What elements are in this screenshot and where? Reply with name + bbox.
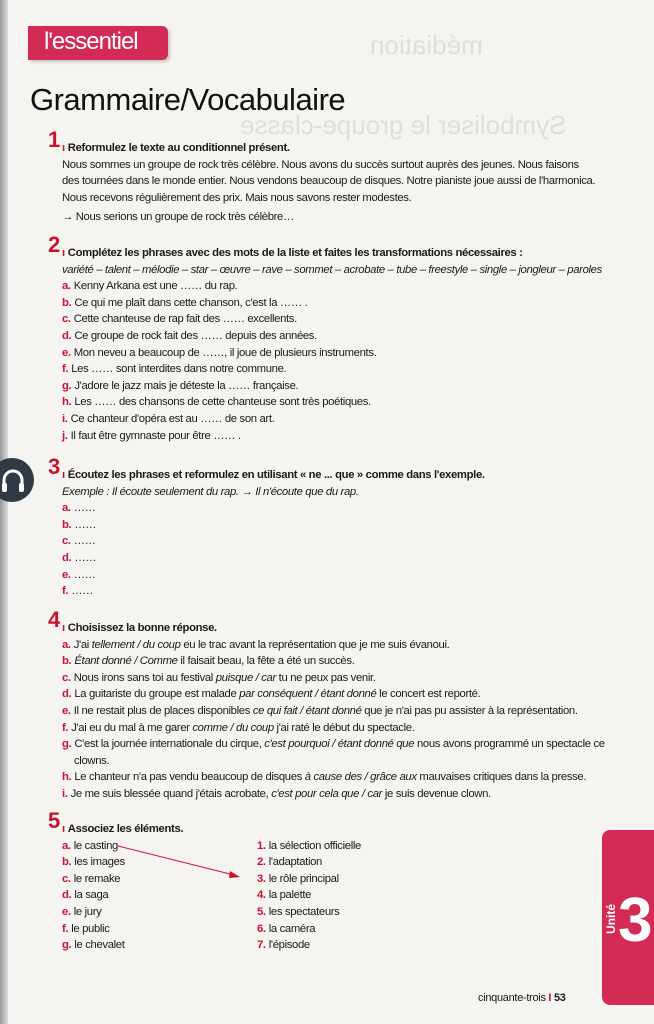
choice-options: c'est pour cela que / car: [271, 787, 383, 800]
item-text: les spectateurs: [268, 905, 340, 918]
item-text: ……: [73, 535, 96, 548]
item-letter: a.: [62, 280, 71, 293]
item-text: Cette chanteuse de rap fait des …… excellents.: [73, 313, 297, 326]
item-letter: b.: [62, 655, 72, 668]
item-letter: 1.: [257, 839, 266, 852]
exercise-text: Nous sommes un groupe de rock très célèbre. Nous avons du succès surtout auprès des jeunes. Nous faisons des tournées dans le monde entier. Nous vendons beaucoup de disques. Notre pianiste joue aussi de l'harmonica. Nous recevons régulièrement des prix. Mais nous savons rester modestes. → Nous serions un groupe de rock très célèbre…: [62, 157, 608, 226]
item-text: J'ai: [73, 638, 92, 651]
item-text: Il ne restait plus de places disponibles: [73, 704, 253, 717]
item-letter: d.: [62, 329, 72, 342]
item-letter: d.: [62, 889, 72, 902]
item-letter: h.: [62, 396, 72, 409]
item-text: les images: [74, 856, 125, 869]
item-text: il faisait beau, la fête a été un succès.: [177, 655, 355, 668]
item-letter: a.: [62, 839, 71, 852]
item-text: J'adore le jazz mais je déteste la …… française.: [74, 379, 299, 392]
item-letter: f.: [62, 363, 69, 376]
item-letter: e.: [62, 346, 71, 359]
unit-label: Unité: [604, 904, 618, 934]
item-text: l'adaptation: [268, 856, 322, 869]
item-text: la sélection officielle: [268, 839, 361, 852]
exercise-number: 4: [48, 607, 60, 632]
unit-tab: [602, 830, 654, 1005]
item-text: le chevalet: [74, 939, 125, 952]
exercise-number: 2: [48, 232, 60, 257]
choice-options: comme / du coup: [192, 721, 274, 734]
item-letter: 4.: [257, 889, 266, 902]
item-text: Ce qui me plaît dans cette chanson, c'est la …… .: [74, 296, 308, 309]
bleed-through-text: Symboliser le groupe-classe: [240, 110, 567, 140]
exercise-heading: ı Écoutez les phrases et reformulez en utilisant « ne ... que » comme dans l'exemple.: [62, 469, 485, 481]
item-letter: a.: [62, 502, 71, 515]
item-letter: 5.: [257, 905, 266, 918]
exercise-number: 5: [48, 808, 60, 833]
page-number-words: cinquante-trois: [478, 992, 546, 1004]
item-letter: c.: [62, 313, 71, 326]
item-text: que je n'ai pas pu assister à la représentation.: [361, 704, 578, 717]
unit-number: 3: [618, 886, 653, 955]
item-letter: e.: [62, 704, 71, 717]
item-letter: c.: [62, 535, 71, 548]
exercise-heading: ı Complétez les phrases avec des mots de la liste et faites les transformations nécessaires :: [62, 247, 523, 259]
item-text: Je me suis blessée quand j'étais acrobate,: [70, 787, 272, 800]
item-text: ……: [73, 502, 96, 515]
item-letter: i.: [62, 412, 68, 425]
item-letter: 2.: [257, 856, 266, 869]
item-letter: d.: [62, 688, 72, 701]
banner-label: l'essentiel: [44, 28, 138, 55]
item-text: la saga: [74, 889, 109, 902]
exercise-heading: ı Reformulez le texte au conditionnel présent.: [62, 142, 290, 154]
item-text: Mon neveu a beaucoup de ……, il joue de plusieurs instruments.: [73, 346, 377, 359]
example-line: Exemple : Il écoute seulement du rap. → Il n'écoute que du rap.: [62, 485, 359, 498]
item-text: C'est la journée internationale du cirque,: [74, 738, 265, 751]
item-text: Ce chanteur d'opéra est au …… de son art.: [70, 412, 275, 425]
item-letter: c.: [62, 872, 71, 885]
item-text: Les …… sont interdites dans notre commune.: [71, 363, 287, 376]
item-letter: f.: [62, 721, 69, 734]
item-letter: e.: [62, 905, 71, 918]
exercise-number: 3: [48, 454, 60, 479]
item-text: Il faut être gymnaste pour être …… .: [70, 429, 241, 442]
choice-options: puisque / car: [215, 671, 276, 684]
item-letter: 3.: [257, 872, 266, 885]
item-text: eu le trac avant la représentation que je me suis évanoui.: [180, 638, 450, 651]
page-number: 53: [553, 992, 566, 1004]
item-letter: f.: [62, 585, 69, 598]
item-letter: e.: [62, 568, 71, 581]
item-letter: j.: [62, 429, 68, 442]
item-text: le jury: [73, 905, 102, 918]
choice-options: c'est pourquoi / étant donné que: [264, 738, 415, 751]
item-letter: f.: [62, 922, 69, 935]
exercise-number: 1: [48, 127, 60, 152]
choice-options: Étant donné / Comme: [74, 655, 178, 668]
item-letter: 7.: [257, 939, 266, 952]
item-letter: b.: [62, 518, 72, 531]
item-text: ……: [74, 518, 97, 531]
item-text: tu ne peux pas venir.: [275, 671, 376, 684]
item-text: Les …… des chansons de cette chanteuse sont très poétiques.: [74, 396, 371, 409]
item-letter: d.: [62, 551, 72, 564]
item-text: Ce groupe de rock fait des …… depuis des années.: [74, 329, 317, 342]
exercise-heading: ı Choisissez la bonne réponse.: [62, 622, 217, 634]
item-letter: g.: [62, 939, 72, 952]
item-text: la caméra: [268, 922, 316, 935]
item-text: J'ai eu du mal à me garer: [71, 721, 193, 734]
item-text: Nous irons sans toi au festival: [73, 671, 216, 684]
choice-options: à cause des / grâce aux: [304, 771, 417, 784]
item-text: le remake: [73, 872, 121, 885]
item-text: ……: [74, 551, 97, 564]
item-letter: 6.: [257, 922, 266, 935]
page-footer: cinquante-trois I 53: [478, 992, 566, 1004]
item-letter: a.: [62, 638, 71, 651]
item-text: le casting: [73, 839, 118, 852]
item-text: l'épisode: [268, 939, 310, 952]
item-text: nous avons programmé un spectacle ce clowns.: [74, 738, 605, 767]
item-text: ……: [73, 568, 96, 581]
choice-options: ce qui fait / étant donné: [252, 704, 362, 717]
item-letter: c.: [62, 671, 71, 684]
item-letter: i.: [62, 787, 68, 800]
item-text: ……: [71, 585, 94, 598]
item-letter: g.: [62, 738, 72, 751]
item-text: Kenny Arkana est une …… du rap.: [73, 280, 238, 293]
item-letter: g.: [62, 379, 72, 392]
page-title: Grammaire/Vocabulaire: [30, 82, 346, 117]
item-letter: b.: [62, 856, 72, 869]
item-text: Le chanteur n'a pas vendu beaucoup de disques: [74, 771, 305, 784]
item-letter: h.: [62, 771, 72, 784]
exercise-heading: ı Associez les éléments.: [62, 823, 184, 835]
choice-options: par conséquent / étant donné: [239, 688, 377, 701]
item-text: La guitariste du groupe est malade: [74, 688, 240, 701]
word-list: variété – talent – mélodie – star – œuvre – rave – sommet – acrobate – tube – freestyle – single – jongleur – paroles: [62, 263, 602, 276]
item-text: le rôle principal: [268, 872, 339, 885]
item-letter: b.: [62, 296, 72, 309]
choice-options: tellement / du coup: [91, 638, 181, 651]
bleed-through-text: médiation: [370, 30, 483, 60]
item-text: mauvaises critiques dans la presse.: [416, 771, 587, 784]
item-text: je suis devenue clown.: [382, 787, 491, 800]
example-line: → Nous serions un groupe de rock très célèbre…: [62, 211, 294, 224]
item-text: le concert est reporté.: [376, 688, 481, 701]
item-text: le public: [71, 922, 110, 935]
item-text: j'ai raté le début du spectacle.: [273, 721, 415, 734]
item-text: la palette: [268, 889, 312, 902]
